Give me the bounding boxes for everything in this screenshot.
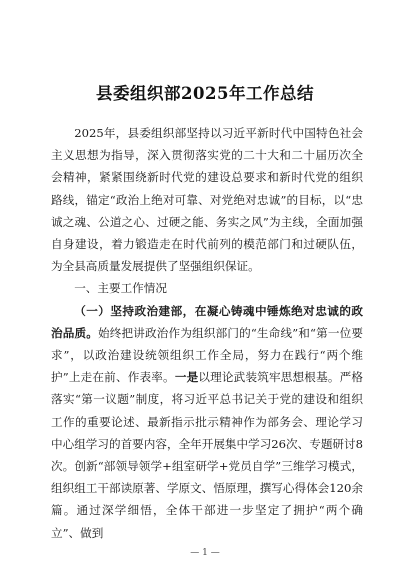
intro-paragraph: 2025年，县委组织部坚持以习近平新时代中国特色社会主义思想为指导，深入贯彻落实党的二十大和二十届历次全会精神，紧紧围绕新时代党的建设总要求和新时代党的组织路线，锚定“政治上绝对可靠、对党绝对忠诚”的目标，以“忠诚之魂、公道之心、过硬之能、务实之风”为主线，全面加强自身建设，着力锻造走在时代前列的模范部门和过硬队伍，为全县高质量发展提供了坚强组织保证。 [51, 126, 363, 274]
subsection-text-b: 以理论武装筑牢思想根基。严格落实“第一议题”制度，将习近平总书记关于党的建设和组织工作的重要论述、最新指示批示精神作为部务会、理论学习中心组学习的首要内容，全年开展集中学习26次、专题研讨8次。创新“部领导领学+组室研学+党员自学”三维学习模式，组织组工干部读原著、学原文、悟原理，撰写心得体会120余篇。通过深学细悟，全体干部进一步坚定了拥护“两个确立”、做到 [51, 370, 363, 540]
document-title: 县委组织部2025年工作总结 [96, 84, 314, 103]
section-heading: 一、主要工作情况 [74, 281, 167, 296]
page-number: — 1 — [190, 548, 220, 558]
document-body [51, 122, 363, 544]
subsection-text-a: 始终把讲政治作为组织部门的“生命线”和“第一位要求”，以政治建设统领组织工作全局，努力在践行“两个维护”上走在前、作表率。 [51, 325, 363, 385]
subsection-heading-tail: 在凝心铸魂中锤炼绝对忠诚的政治品质。 [51, 303, 363, 340]
subsection-paragraph [51, 300, 363, 544]
subsection-heading-lead: （一）坚持政治建部， [74, 303, 195, 318]
subsection-emphasis: 一是 [174, 370, 199, 385]
